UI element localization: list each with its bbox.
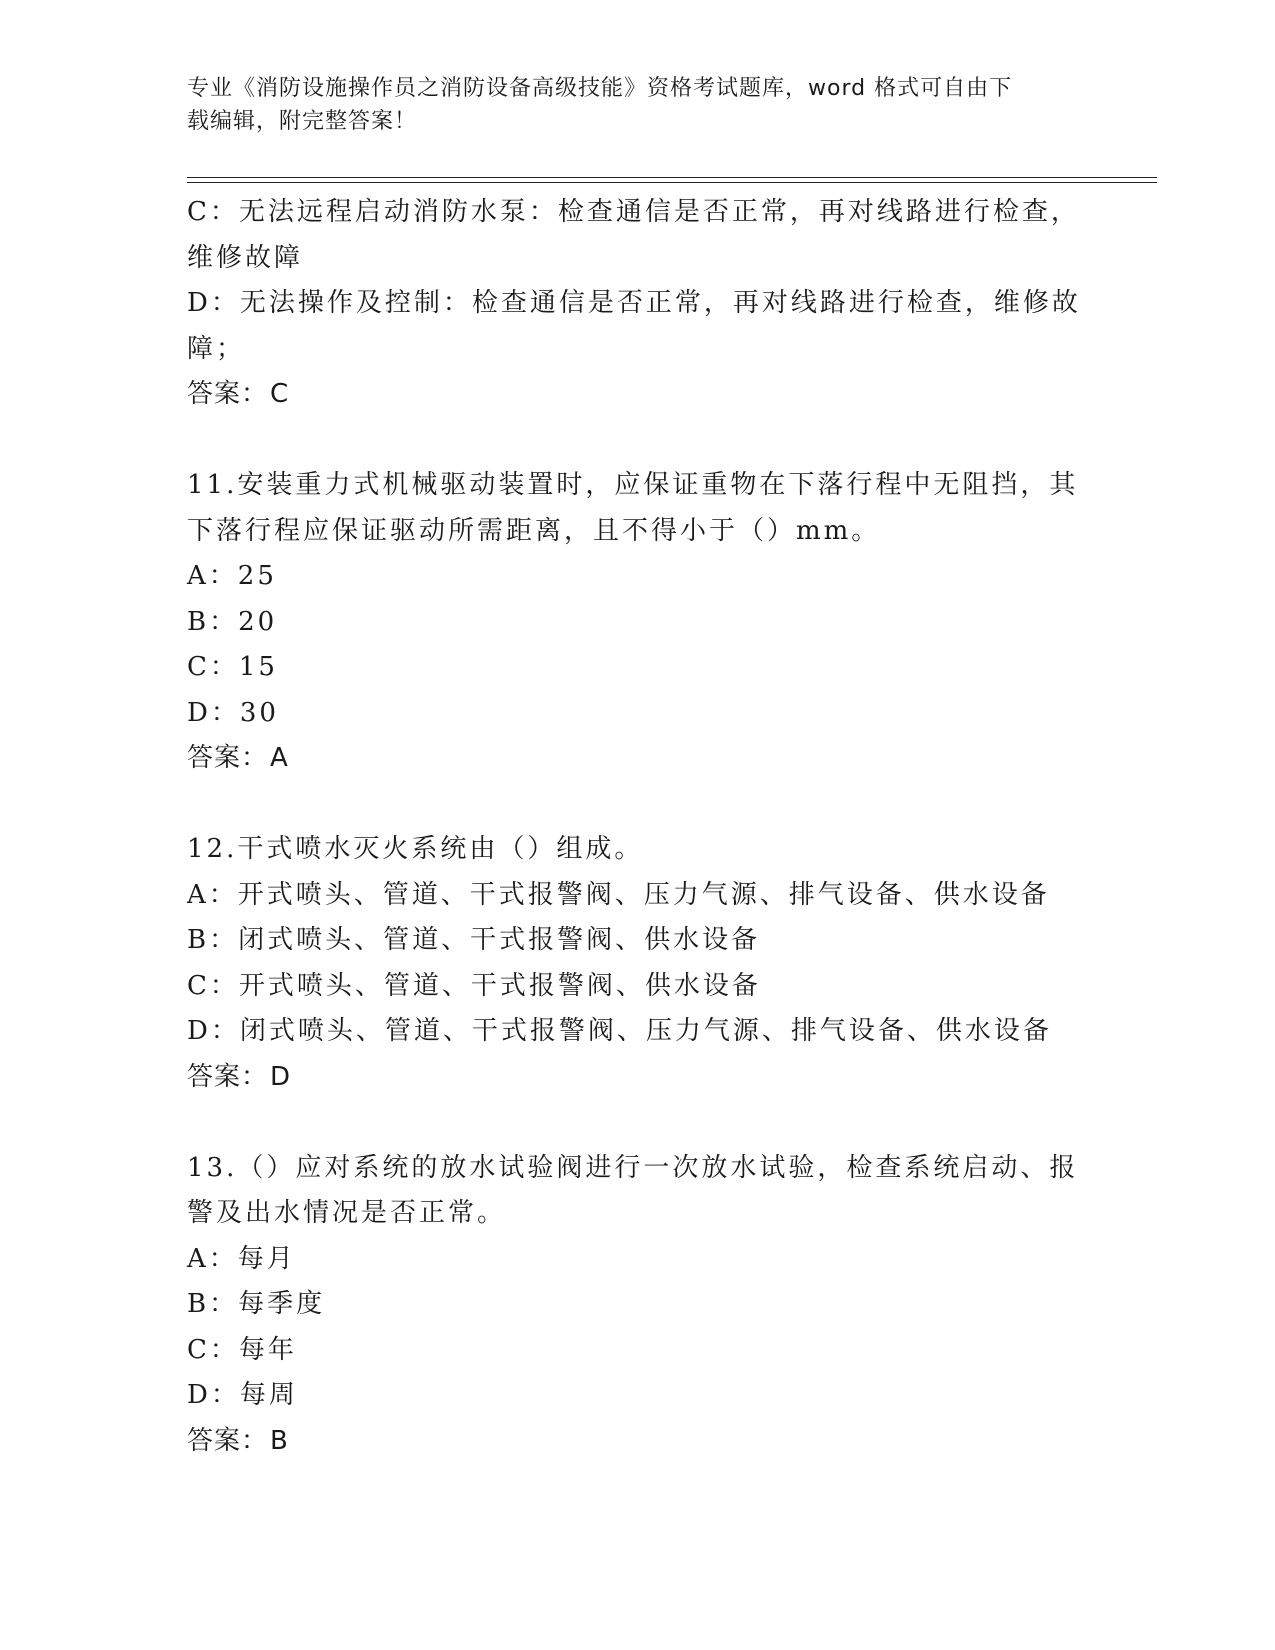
q11-answer [187,736,1087,782]
document-header [187,72,1067,138]
q13-option-a: A：每月 [187,1243,296,1274]
q12-option-b: B：闭式喷头、管道、干式报警阀、供水设备 [187,925,761,955]
question-11 [187,463,1087,782]
question-13 [187,1146,1087,1465]
q10-option-d-line-2: 障； [187,333,246,364]
header-divider-top [187,177,1157,178]
q11-stem-line-2: 下落行程应保证驱动所需距离，且不得小于（）mm。 [187,515,881,546]
q13-option-c: C：每年 [187,1334,297,1365]
q13-answer [187,1419,1087,1465]
spacer [187,782,1087,828]
q13-option-b: B：每季度 [187,1289,326,1319]
answer-value: D [270,1061,292,1092]
q10-option-d-line-1: D：无法操作及控制：检查通信是否正常，再对线路进行检查，维修故 [187,288,1081,318]
question-10 [187,190,1087,418]
q12-option-a: A：开式喷头、管道、干式报警阀、压力气源、排气设备、供水设备 [187,879,1050,910]
header-divider-bottom [187,182,1157,183]
answer-label: 答案： [187,743,269,773]
q11-option-b: B：20 [187,606,278,637]
q12-answer [187,1055,1087,1101]
answer-label: 答案： [187,379,269,409]
q13-option-d: D：每周 [187,1380,298,1410]
spacer [187,418,1087,464]
q10-option-c-line-2: 维修故障 [187,242,304,273]
q11-option-a: A：25 [187,561,277,591]
q10-answer [187,372,1087,418]
q12-option-d: D：闭式喷头、管道、干式报警阀、压力气源、排气设备、供水设备 [187,1016,1052,1046]
q10-option-c-line-1: C：无法远程启动消防水泵：检查通信是否正常，再对线路进行检查， [187,197,1080,227]
q11-option-d: D：30 [187,697,279,728]
question-12 [187,827,1087,1100]
question-content [187,190,1087,1464]
answer-label: 答案： [187,1425,269,1456]
q12-stem-line-1: 12.干式喷水灭火系统由（）组成。 [187,834,644,864]
q11-stem-line-1: 11.安装重力式机械驱动装置时，应保证重物在下落行程中无阻挡，其 [187,470,1079,500]
header-line-1: 专业《消防设施操作员之消防设备高级技能》资格考试题库，word 格式可自由下 [187,76,1013,101]
answer-label: 答案： [187,1061,269,1092]
answer-value: B [270,1425,289,1456]
spacer [187,1100,1087,1146]
header-line-2: 载编辑，附完整答案！ [187,109,418,134]
q12-option-c: C：开式喷头、管道、干式报警阀、供水设备 [187,970,761,1001]
q13-stem-line-1: 13.（）应对系统的放水试验阀进行一次放水试验，检查系统启动、报 [187,1152,1079,1183]
q11-option-c: C：15 [187,652,278,682]
answer-value: A [270,743,289,773]
answer-value: C [270,379,290,409]
q13-stem-line-2: 警及出水情况是否正常。 [187,1198,507,1228]
